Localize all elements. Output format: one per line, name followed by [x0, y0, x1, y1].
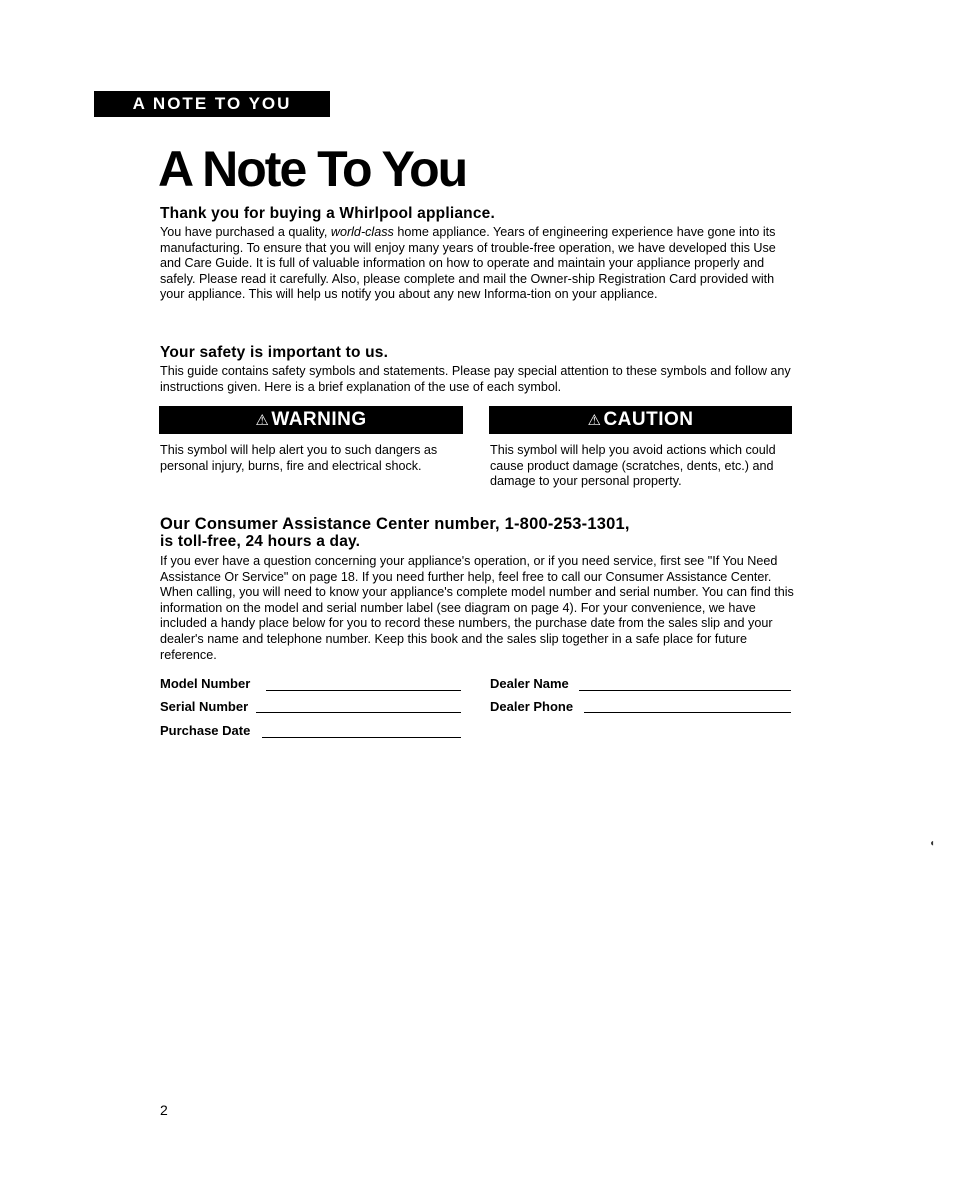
purchase-date-line[interactable] — [262, 737, 461, 738]
warning-triangle-icon: ⚠ — [587, 412, 602, 429]
safety-body: This guide contains safety symbols and statements. Please pay special attention to these symbols and follow any instructions given. Here is a brief explanation of the use of each symbol. — [160, 364, 791, 394]
safety-heading: Your safety is important to us. — [160, 344, 389, 361]
assistance-body: If you ever have a question concerning your appliance's operation, or if you need service, first see "If You Need Assistance Or Service" on page 18. If you need further help, feel free to call our Consumer Assistance Center. When calling, you will need to know your appliance's complete model number and serial number. You can find this information on the model and serial number label (see diagram on page 4). For your convenience, we have included a handy place below for you to record these numbers, the purchase date from the sales slip and your dealer's name and telephone number. Keep this book and the sales slip together in a safe place for future reference. — [160, 554, 794, 662]
purchase-date-label: Purchase Date — [160, 723, 251, 738]
caution-text: This symbol will help you avoid actions which could cause product damage (scratches, dents, etc.) and damage to your personal property. — [490, 443, 776, 489]
page-number: 2 — [160, 1102, 168, 1118]
thanks-body-italic: world-class — [330, 225, 394, 239]
serial-number-label: Serial Number — [160, 699, 249, 714]
dealer-phone-label: Dealer Phone — [490, 699, 574, 714]
section-tab: A NOTE TO YOU — [94, 91, 330, 117]
assistance-heading-line2: is toll-free, 24 hours a day. — [160, 533, 361, 550]
scan-artifact-mark: ◖ — [929, 838, 936, 849]
dealer-name-label: Dealer Name — [490, 676, 569, 691]
dealer-name-line[interactable] — [579, 690, 791, 691]
dealer-phone-line[interactable] — [584, 712, 791, 713]
model-number-line[interactable] — [266, 690, 461, 691]
warning-label: WARNING — [271, 409, 367, 430]
assistance-heading-line1: Our Consumer Assistance Center number, 1-800-253-1301, — [160, 515, 630, 533]
caution-banner — [489, 406, 792, 434]
model-number-label: Model Number — [160, 676, 251, 691]
thanks-heading: Thank you for buying a Whirlpool appliance. — [160, 205, 495, 222]
warning-triangle-icon: ⚠ — [255, 412, 270, 429]
warning-text: This symbol will help alert you to such dangers as personal injury, burns, fire and electrical shock. — [160, 443, 438, 473]
warning-banner — [159, 406, 463, 434]
caution-label: CAUTION — [603, 409, 694, 430]
serial-number-line[interactable] — [256, 712, 461, 713]
thanks-body: You have purchased a quality, world-class home appliance. Years of engineering experience have gone into its manufacturing. To ensure that you will enjoy many years of trouble-free operation, we have developed this Use and Care Guide. It is full of valuable information on how to operate and maintain your appliance properly and safely. Please read it carefully. Also, please complete and mail the Owner-ship Registration Card provided with your appliance. This will help us notify you about any new Informa-tion on your appliance. — [160, 225, 776, 302]
page-title: A Note To You — [158, 141, 467, 197]
